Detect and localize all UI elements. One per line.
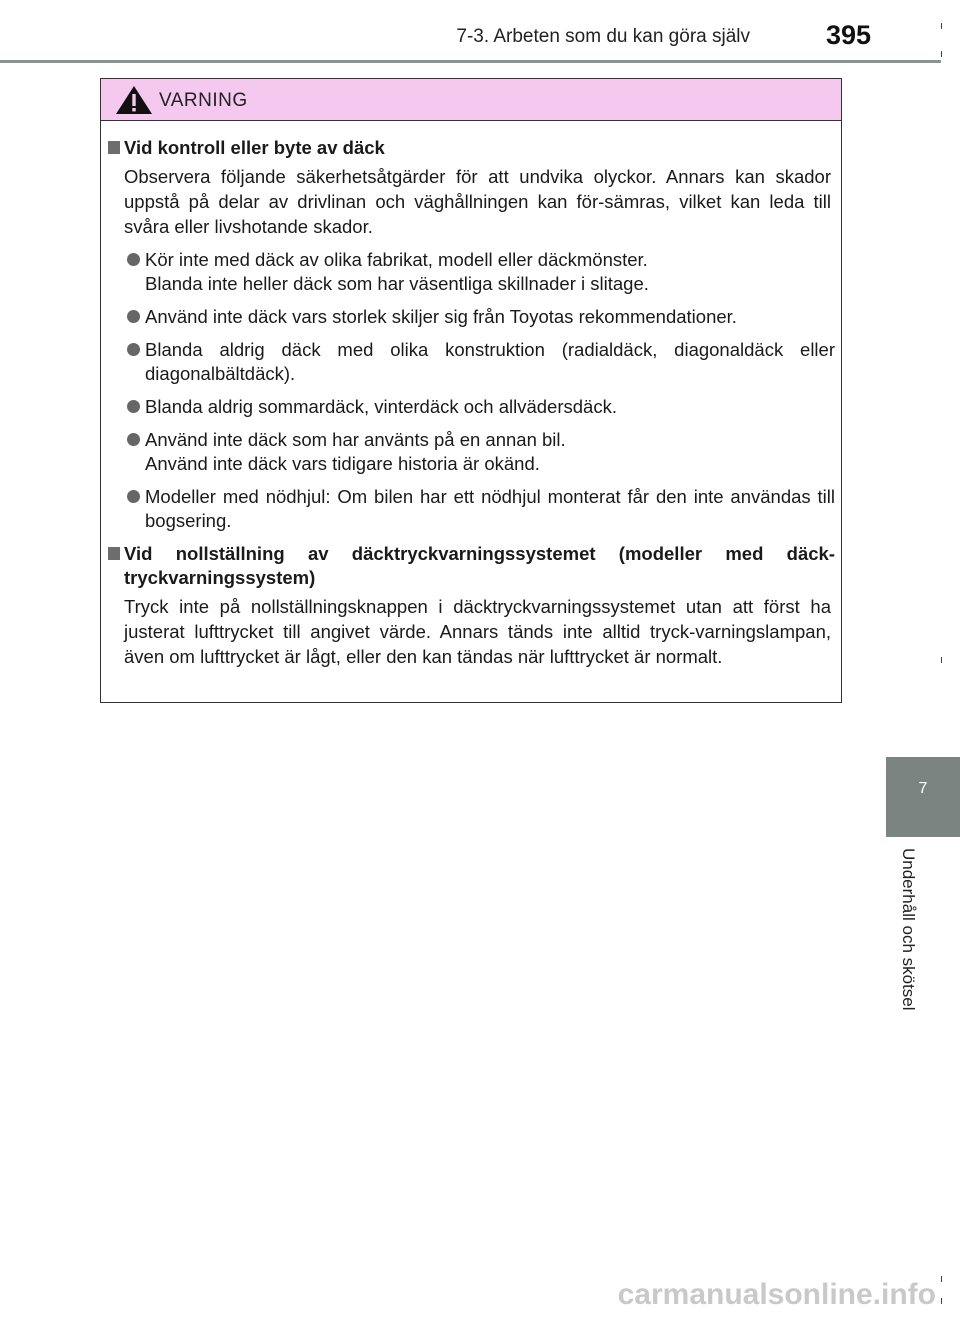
crop-mark xyxy=(941,1276,942,1282)
list-item-line: Blanda inte heller däck som har väsentliga skillnader i slitage. xyxy=(145,273,649,294)
list-item xyxy=(107,395,835,419)
circle-bullet-icon xyxy=(127,310,140,323)
footer-watermark: carmanualsonline.info xyxy=(617,1278,936,1311)
warning-triangle-icon xyxy=(115,85,153,115)
chapter-label: Underhåll och skötsel xyxy=(899,848,918,1011)
circle-bullet-icon xyxy=(127,490,140,503)
list-item-line: Blanda aldrig sommardäck, vinterdäck och allvädersdäck. xyxy=(145,396,617,417)
section-heading xyxy=(107,136,835,160)
section-intro: Observera följande säkerhetsåtgärder för att undvika olyckor. Annars kan skador uppstå på delar av drivlinan och väghållningen kan för-sämras, vilket kan leda till svåra eller livshotande skador. xyxy=(124,166,831,237)
crop-mark xyxy=(941,23,942,29)
page-number: 395 xyxy=(826,20,872,50)
crop-mark xyxy=(941,51,942,57)
section-heading-text: Vid nollställning av däcktryckvarningssystemet (modeller med däck-tryckvarningssystem) xyxy=(124,543,835,588)
warning-content xyxy=(107,136,835,669)
square-bullet-icon xyxy=(108,547,120,560)
list-item xyxy=(107,305,835,329)
running-header: 7-3. Arbeten som du kan göra själv xyxy=(456,26,750,47)
list-item xyxy=(107,428,835,476)
list-item xyxy=(107,248,835,296)
warning-box xyxy=(100,78,842,703)
chapter-number: 7 xyxy=(918,780,928,797)
list-item-line: Använd inte däck som har använts på en annan bil. xyxy=(145,429,566,450)
crop-mark xyxy=(941,1298,942,1304)
warning-header xyxy=(101,79,841,121)
list-item xyxy=(107,338,835,386)
header-rule xyxy=(0,60,941,63)
section-heading-text: Vid kontroll eller byte av däck xyxy=(124,137,385,158)
list-item-line: Kör inte med däck av olika fabrikat, modell eller däckmönster. xyxy=(145,249,648,270)
section-heading xyxy=(107,542,835,590)
list-item-line: Använd inte däck vars tidigare historia är okänd. xyxy=(145,453,540,474)
crop-mark xyxy=(941,657,942,663)
warning-title: VARNING xyxy=(159,90,248,111)
list-item xyxy=(107,485,835,533)
list-item-line: Använd inte däck vars storlek skiljer sig från Toyotas rekommendationer. xyxy=(145,306,737,327)
list-item-line: Modeller med nödhjul: Om bilen har ett nödhjul monterat får den inte användas till bogsering. xyxy=(145,486,835,531)
square-bullet-icon xyxy=(108,141,120,154)
circle-bullet-icon xyxy=(127,343,140,356)
chapter-tab xyxy=(886,757,960,837)
circle-bullet-icon xyxy=(127,400,140,413)
circle-bullet-icon xyxy=(127,253,140,266)
circle-bullet-icon xyxy=(127,433,140,446)
section-intro: Tryck inte på nollställningsknappen i däcktryckvarningssystemet utan att först ha justerat lufttrycket till angivet värde. Annars tänds inte alltid tryck-varningslampan, även om lufttrycket är lågt, eller den kan tändas när lufttrycket är normalt. xyxy=(124,596,831,667)
list-item-line: Blanda aldrig däck med olika konstruktion (radialdäck, diagonaldäck eller diagonalbältdäck). xyxy=(145,339,835,384)
